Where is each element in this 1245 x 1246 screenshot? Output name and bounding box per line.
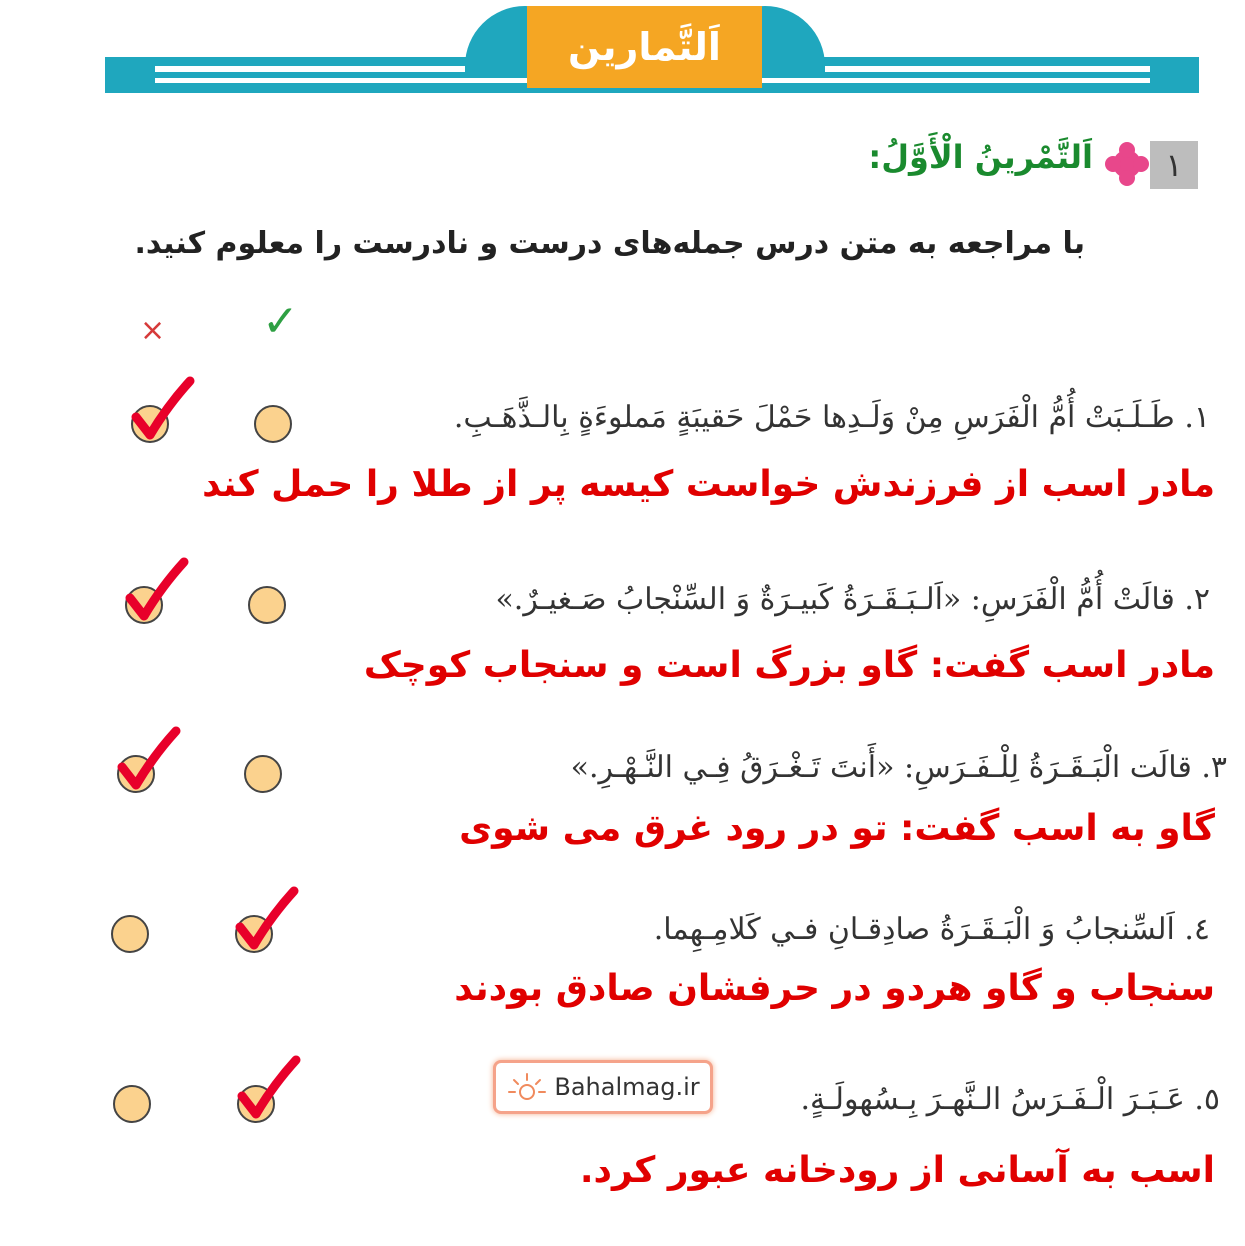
check-mark-icon [232,885,302,955]
check-mark-icon [234,1054,304,1124]
item-3-arabic: ٣. قالَت الْبَـقَـرَةُ لِلْـفَـرَسِ: «أَنتَ تَـغْـرَقُ فِـي النَّـهْـرِ.» [570,750,1227,785]
exercise-title: اَلتَّمْرینُ الْأَوَّلُ: [868,138,1093,176]
check-mark-icon [114,725,184,795]
item-2-arabic: ٢. قالَتْ أُمُّ الْفَرَسِ: «اَلـبَـقَـرَةُ كَبيـرَةٌ وَ السِّنْجابُ صَـغيـرٌ.» [495,582,1210,617]
page-title: اَلتَّمارین [527,6,762,88]
item-5-arabic: ٥. عَـبَـرَ الْـفَـرَسُ الـنَّهـرَ بِـسُهولَـةٍ. [800,1082,1220,1117]
item-1-arabic: ١. طَـلَـبَتْ أُمُّ الْفَرَسِ مِنْ وَلَـدِها حَمْلَ حَقيبَةٍ مَملوءَةٍ بِالـذَّهَـبِ. [453,400,1210,435]
sun-logo-icon [506,1070,548,1104]
right-option-circle[interactable] [254,405,292,443]
instruction-text: با مراجعه به متن درس جمله‌های درست و نادرست را معلوم کنید. [134,226,1085,261]
exercise-number: ١ [1150,141,1198,189]
wrong-option-circle[interactable] [113,1085,151,1123]
wrong-column-mark: × [140,313,166,348]
item-1-translation: مادر اسب از فرزندش خواست کیسه پر از طلا را حمل کند [202,464,1215,505]
item-4-translation: سنجاب و گاو هردو در حرفشان صادق بودند [454,968,1215,1009]
right-column-mark: ✓ [262,296,299,347]
flower-icon [1104,141,1150,187]
wrong-option-circle[interactable] [111,915,149,953]
right-option-circle[interactable] [248,586,286,624]
item-2-translation: مادر اسب گفت: گاو بزرگ است و سنجاب کوچک [363,645,1215,686]
check-mark-icon [128,375,198,445]
right-option-circle[interactable] [244,755,282,793]
item-3-translation: گاو به اسب گفت: تو در رود غرق می شوی [459,808,1215,849]
item-4-arabic: ٤. اَلسِّنجابُ وَ الْبَـقَـرَةُ صادِقـانِ فـي كَلامِـهِما. [653,912,1210,947]
check-mark-icon [122,556,192,626]
watermark-badge[interactable] [493,1060,713,1114]
watermark-text: Bahalmag.ir [554,1073,700,1101]
item-5-translation: اسب به آسانی از رودخانه عبور کرد. [579,1150,1215,1191]
